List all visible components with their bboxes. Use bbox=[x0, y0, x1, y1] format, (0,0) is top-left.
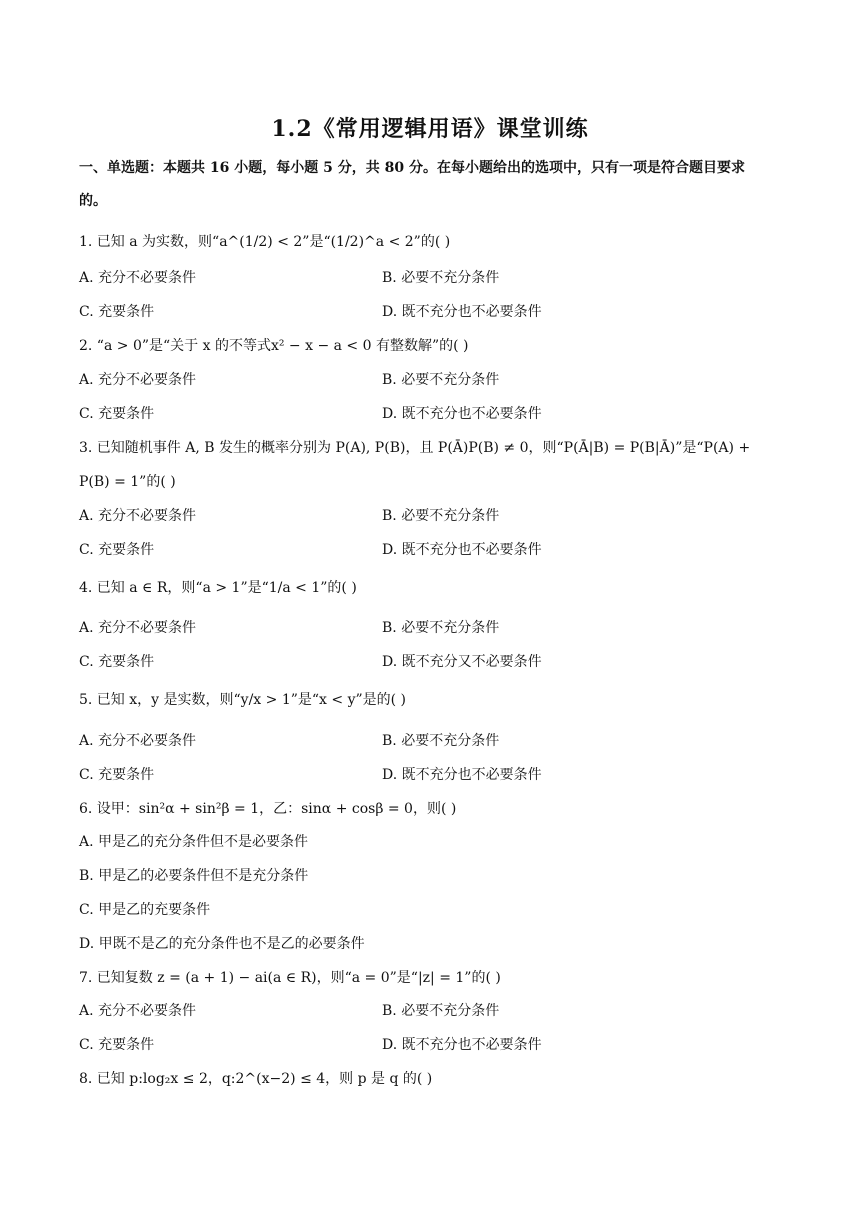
question-8-stem: 8. 已知 p:log₂x ≤ 2，q:2^(x−2) ≤ 4，则 p 是 q 的( ) bbox=[79, 1071, 433, 1087]
question-5-option-c: C. 充要条件 bbox=[79, 767, 155, 783]
question-3-option-a: A. 充分不必要条件 bbox=[79, 508, 197, 524]
question-3-option-b: B. 必要不充分条件 bbox=[382, 508, 500, 524]
question-4-option-b: B. 必要不充分条件 bbox=[382, 620, 500, 636]
question-6-option-d: D. 甲既不是乙的充分条件也不是乙的必要条件 bbox=[79, 936, 365, 952]
question-5-option-a: A. 充分不必要条件 bbox=[79, 733, 197, 749]
question-1-option-b: B. 必要不充分条件 bbox=[382, 270, 500, 286]
question-6-option-c: C. 甲是乙的充要条件 bbox=[79, 902, 211, 918]
question-7-option-d: D. 既不充分也不必要条件 bbox=[382, 1037, 542, 1053]
question-5-option-d: D. 既不充分也不必要条件 bbox=[382, 767, 542, 783]
question-3-option-d: D. 既不充分也不必要条件 bbox=[382, 542, 542, 558]
question-7-stem: 7. 已知复数 z = (a + 1) − ai(a ∈ R)，则“a = 0”是“|z| = 1”的( ) bbox=[79, 970, 501, 986]
section-heading-line1: 一、单选题：本题共 16 小题，每小题 5 分，共 80 分。在每小题给出的选项中，只有一项是符合题目要求 bbox=[79, 160, 745, 176]
question-6-stem: 6. 设甲：sin²α + sin²β = 1，乙：sinα + cosβ = 0，则( ) bbox=[79, 801, 457, 817]
question-7-option-a: A. 充分不必要条件 bbox=[79, 1003, 197, 1019]
question-7-option-b: B. 必要不充分条件 bbox=[382, 1003, 500, 1019]
question-5-option-b: B. 必要不充分条件 bbox=[382, 733, 500, 749]
section-heading bbox=[79, 152, 779, 218]
question-3-stem-continued: P(B) = 1”的( ) bbox=[79, 474, 176, 490]
question-2-option-b: B. 必要不充分条件 bbox=[382, 372, 500, 388]
question-4-stem: 4. 已知 a ∈ R，则“a > 1”是“1/a < 1”的( ) bbox=[79, 580, 357, 596]
question-3-option-c: C. 充要条件 bbox=[79, 542, 155, 558]
question-2-option-d: D. 既不充分也不必要条件 bbox=[382, 406, 542, 422]
question-2-stem: 2. “a > 0”是“关于 x 的不等式x² − x − a < 0 有整数解”的( ) bbox=[79, 338, 469, 354]
page-title: 1.2《常用逻辑用语》课堂训练 bbox=[271, 116, 589, 142]
section-heading-line2: 的。 bbox=[79, 193, 107, 209]
question-2-option-c: C. 充要条件 bbox=[79, 406, 155, 422]
question-1-option-c: C. 充要条件 bbox=[79, 304, 155, 320]
question-1-option-a: A. 充分不必要条件 bbox=[79, 270, 197, 286]
question-6-option-b: B. 甲是乙的必要条件但不是充分条件 bbox=[79, 868, 309, 884]
question-4-option-c: C. 充要条件 bbox=[79, 654, 155, 670]
question-4-option-d: D. 既不充分又不必要条件 bbox=[382, 654, 542, 670]
question-2-option-a: A. 充分不必要条件 bbox=[79, 372, 197, 388]
question-1-option-d: D. 既不充分也不必要条件 bbox=[382, 304, 542, 320]
question-5-stem: 5. 已知 x，y 是实数，则“y/x > 1”是“x < y”是的( ) bbox=[79, 692, 407, 708]
question-6-option-a: A. 甲是乙的充分条件但不是必要条件 bbox=[79, 834, 309, 850]
question-1-stem: 1. 已知 a 为实数，则“a^(1/2) < 2”是“(1/2)^a < 2”的( ) bbox=[79, 234, 451, 250]
question-7-option-c: C. 充要条件 bbox=[79, 1037, 155, 1053]
question-4-option-a: A. 充分不必要条件 bbox=[79, 620, 197, 636]
question-3-stem: 3. 已知随机事件 A, B 发生的概率分别为 P(A), P(B)，且 P(Ā)P(B) ≠ 0，则“P(Ā|B) = P(B|Ā)”是“P(A) + bbox=[79, 440, 751, 456]
